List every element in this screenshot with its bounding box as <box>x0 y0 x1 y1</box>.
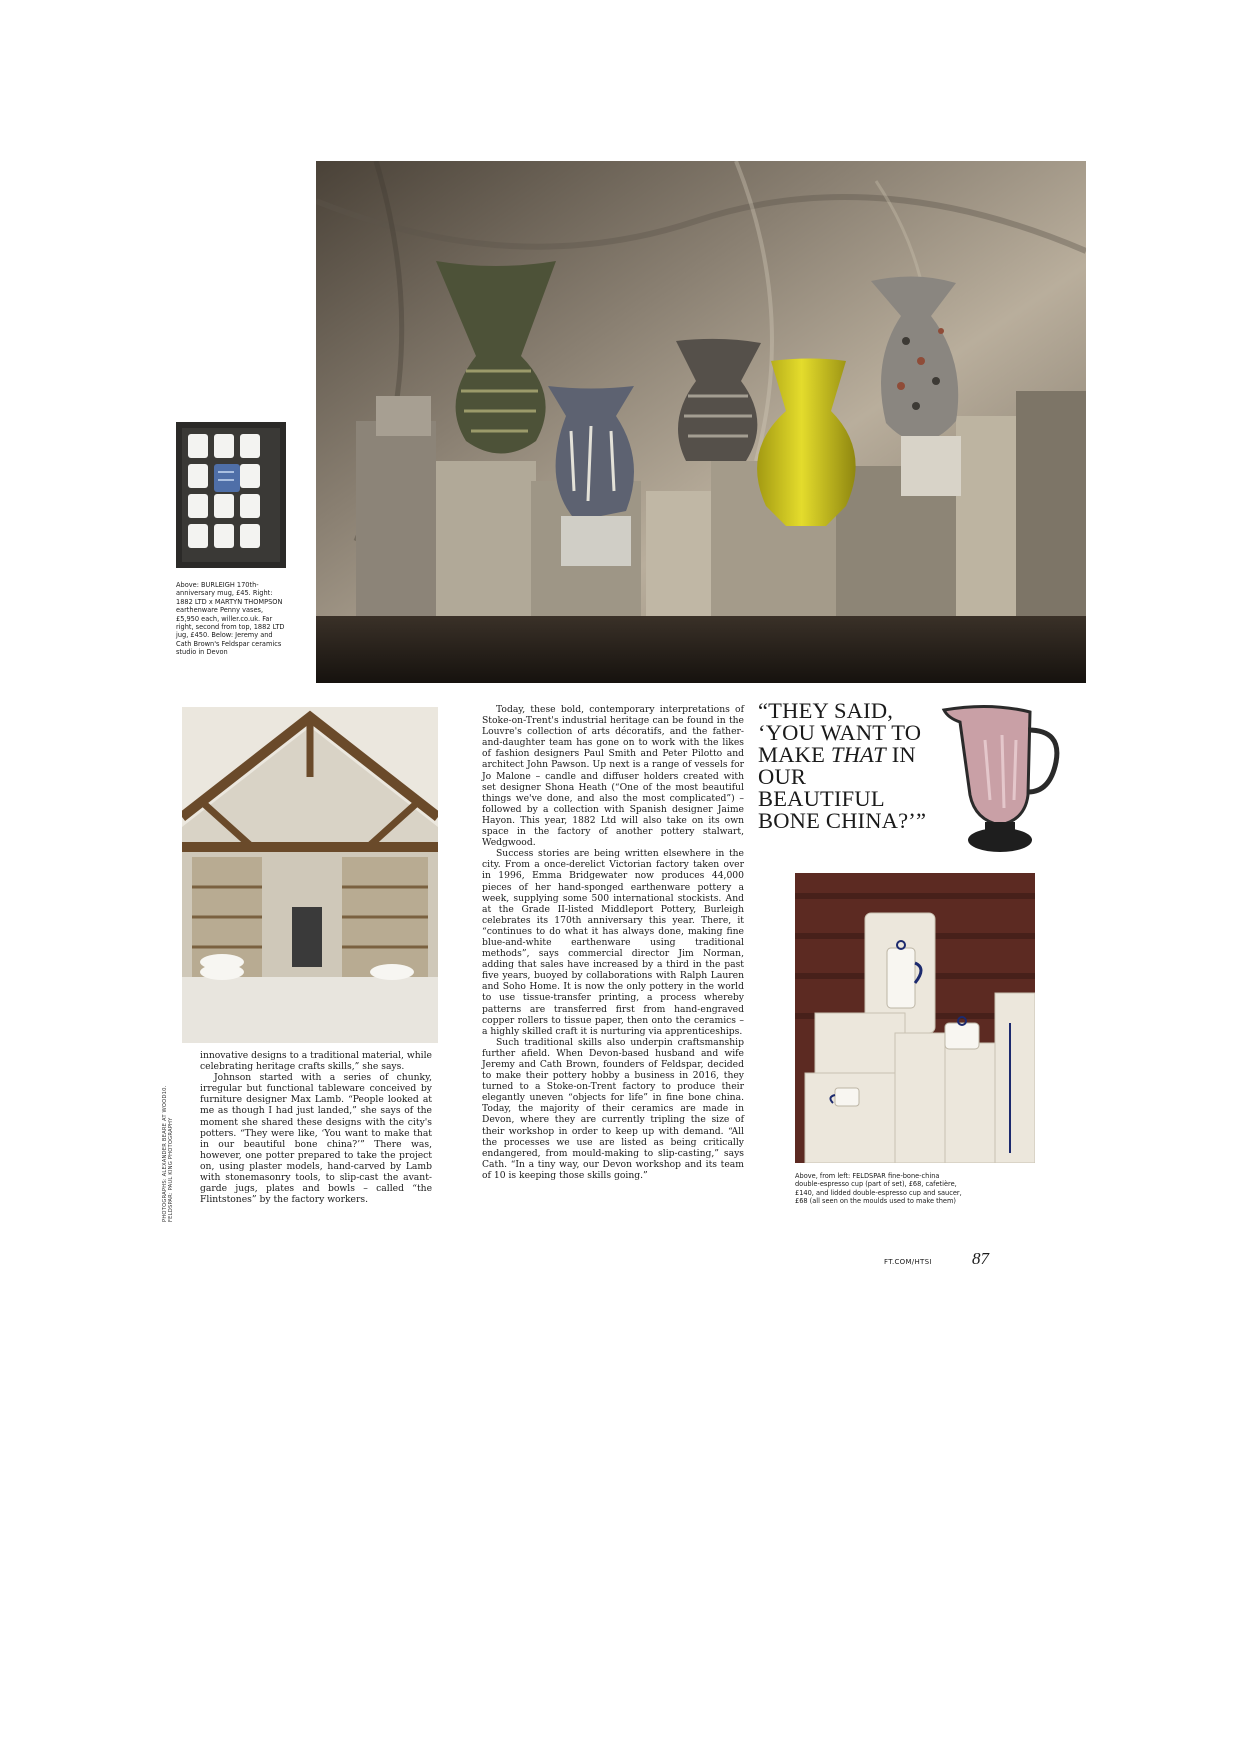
caption-left-part: BURLEIGH 170th-anniversary mug, £45. <box>176 581 259 598</box>
pull-quote-line: ‘YOU WANT TO <box>758 720 922 745</box>
credit-line: PHOTOGRAPHS: ALEXANDER BEARE AT WOOD10. <box>162 1085 168 1222</box>
paragraph: Such traditional skills also underpin craftsmanship further afield. When Devon-based husband and wife Jeremy and Cath Brown, founders of Feldspar, decided to make their pottery hobby a business in 2016, they turned to a Stoke-on-Trent factory to produce their elegantly uneven “objects for life” in fine bone china. Today, the majority of their ceramics are made in Devon, where they are currently tripling the size of their workshop in order to keep up with demand. “All the processes we use are listed as being critically endangered, from mould-making to slip-casting,” says Cath. “In a tiny way, our Devon workshop and its team of 10 is keeping those skills going.” <box>482 1036 744 1181</box>
caption-left-part: Above: <box>176 581 202 589</box>
photo-pink-jug <box>930 700 1070 860</box>
body-column-middle <box>482 704 744 1181</box>
pull-quote-line: BONE CHINA?’” <box>758 808 927 833</box>
caption-right-text: Above, from left: FELDSPAR fine-bone-china double-espresso cup (part of set), £68, cafetière, £140, and lidded double-espresso cup and saucer, £68 (all seen on the moulds used to make them) <box>795 1172 962 1206</box>
pull-quote-line <box>758 744 933 766</box>
caption-left-part: 1882 LTD x MARTYN THOMPSON earthenware Penny vases, £5,950 each, willer.co.uk. Far right, second from top, 1882 LTD jug, £450. <box>176 597 285 640</box>
pull-quote <box>758 700 933 832</box>
caption-right <box>795 1172 965 1206</box>
credit-line: FELDSPAR: PAUL KING PHOTOGRAPHY <box>168 1117 174 1222</box>
photo-mug-box <box>176 422 286 568</box>
footer-site[interactable]: FT.COM/HTSI <box>884 1258 932 1266</box>
photo-feldspar-moulds <box>795 873 1035 1163</box>
paragraph: Success stories are being written elsewhere in the city. From a once-derelict Victorian factory taken over in 1996, Emma Bridgewater now produces 44,000 pieces of her hand-sponged earthenware pottery a week, supplying some 500 international stockists. And at the Grade II-listed Middleport Pottery, Burleigh celebrates its 170th anniversary this year. There, it “continues to do what it has always done, making fine blue-and-white earthenware using traditional methods”, says commercial director Jim Norman, adding that sales have increased by a third in the past five years, buoyed by collaborations with Ralph Lauren and Soho Home. It is now the only pottery in the world to use tissue-transfer printing, a process whereby patterns are transferred first from hand-engraved copper rollers to tissue paper, then onto the ceramics – a highly skilled craft it is nurturing via apprenticeships. <box>482 848 744 1037</box>
paragraph: Today, these bold, contemporary interpretations of Stoke-on-Trent's industrial heritage can be found in the Louvre's collection of arts décoratifs, and the father-and-daughter team has gone on to work with the likes of fashion designers Paul Smith and Peter Pilotto and architect John Pawson. Up next is a range of vessels for Jo Malone – candle and diffuser holders created with set designer Shona Heath (“One of the most beautiful things we've done, and also the most complicated”) – followed by a collection with Spanish designer Jaime Hayon. This year, 1882 Ltd will also take on its own space in the factory of another pottery stalwart, Wedgwood. <box>482 704 744 849</box>
caption-left <box>176 581 288 657</box>
pull-quote-emphasis: THAT <box>830 742 886 767</box>
page-number: 87 <box>972 1249 989 1268</box>
pull-quote-line: OUR BEAUTIFUL <box>758 764 885 811</box>
photo-credit <box>162 1086 174 1223</box>
pull-quote-text: IN <box>885 742 916 767</box>
paragraph: innovative designs to a traditional material, while celebrating heritage crafts skills,” she says. <box>200 1050 432 1073</box>
body-column-left <box>200 1050 432 1205</box>
caption-left-part: Right: <box>250 589 273 598</box>
pull-quote-line: “THEY SAID, <box>758 698 894 723</box>
hero-photo-vases <box>316 161 1086 683</box>
pull-quote-text: MAKE <box>758 742 831 767</box>
paragraph: Johnson started with a series of chunky, irregular but functional tableware conceived by furniture designer Max Lamb. “People looked at me as though I had just landed,” she says of the moment she shared these designs with the city's potters. “They were like, ‘You want to make that in our beautiful bone china?’” There was, however, one potter prepared to take the project on, using plaster models, hand-carved by Lamb with stonemasonry tools, to slip-cast the avant-garde jugs, plates and bowls – called “the Flintstones” by the factory workers. <box>200 1072 432 1206</box>
caption-left-part: Below: Jeremy and Cath Brown's Feldspar ceramics studio in Devon <box>176 631 282 657</box>
photo-feldspar-studio <box>182 707 438 1043</box>
